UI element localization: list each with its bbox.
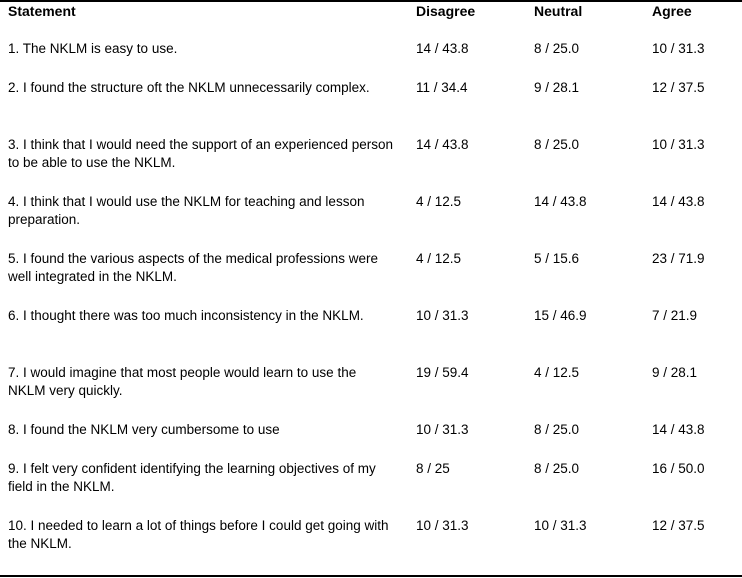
table-row <box>0 133 742 190</box>
agree-cell: 12 / 37.5 <box>652 80 705 95</box>
neutral-cell: 4 / 12.5 <box>534 365 580 380</box>
agree-cell: 10 / 31.3 <box>652 137 705 152</box>
agree-cell: 7 / 21.9 <box>652 308 698 323</box>
agree-cell: 16 / 50.0 <box>652 461 705 476</box>
agree-cell: 14 / 43.8 <box>652 422 705 437</box>
statement-cell: 3. I think that I would need the support of an experienced person to be able to use the NKLM. <box>8 137 394 170</box>
table-row <box>0 361 742 418</box>
disagree-cell: 11 / 34.4 <box>416 80 468 95</box>
agree-cell: 10 / 31.3 <box>652 41 705 56</box>
neutral-cell: 8 / 25.0 <box>534 137 580 152</box>
disagree-cell: 10 / 31.3 <box>416 518 469 533</box>
neutral-cell: 8 / 25.0 <box>534 41 580 56</box>
statement-cell: 7. I would imagine that most people would learn to use the NKLM very quickly. <box>8 365 357 398</box>
table-row <box>0 247 742 304</box>
neutral-cell: 10 / 31.3 <box>534 518 587 533</box>
disagree-cell: 10 / 31.3 <box>416 422 469 437</box>
neutral-cell: 5 / 15.6 <box>534 251 580 266</box>
agree-cell: 14 / 43.8 <box>652 194 705 209</box>
agree-cell: 23 / 71.9 <box>652 251 705 266</box>
header-agree: Agree <box>652 3 692 19</box>
disagree-cell: 8 / 25 <box>416 461 450 476</box>
neutral-cell: 8 / 25.0 <box>534 461 580 476</box>
table-row <box>0 76 742 133</box>
table-row <box>0 304 742 361</box>
statement-cell: 2. I found the structure oft the NKLM unnecessarily complex. <box>8 80 370 95</box>
neutral-cell: 8 / 25.0 <box>534 422 580 437</box>
neutral-cell: 15 / 46.9 <box>534 308 587 323</box>
table-row <box>0 37 742 76</box>
agree-cell: 9 / 28.1 <box>652 365 698 380</box>
agree-cell: 12 / 37.5 <box>652 518 705 533</box>
statement-cell: 5. I found the various aspects of the medical professions were well integrated in the NKLM. <box>8 251 378 284</box>
table-row <box>0 418 742 457</box>
statement-cell: 4. I think that I would use the NKLM for teaching and lesson preparation. <box>8 194 365 227</box>
statement-cell: 9. I felt very confident identifying the learning objectives of my field in the NKLM. <box>8 461 376 494</box>
statement-cell: 1. The NKLM is easy to use. <box>8 41 178 56</box>
table-bottom-rule <box>0 575 742 577</box>
table-header-row <box>0 0 742 37</box>
statement-cell: 8. I found the NKLM very cumbersome to use <box>8 422 280 437</box>
table-row <box>0 190 742 247</box>
disagree-cell: 10 / 31.3 <box>416 308 469 323</box>
disagree-cell: 14 / 43.8 <box>416 137 469 152</box>
statement-cell: 10. I needed to learn a lot of things before I could get going with the NKLM. <box>8 518 389 551</box>
header-disagree: Disagree <box>416 3 476 19</box>
disagree-cell: 14 / 43.8 <box>416 41 469 56</box>
disagree-cell: 4 / 12.5 <box>416 194 462 209</box>
neutral-cell: 14 / 43.8 <box>534 194 587 209</box>
neutral-cell: 9 / 28.1 <box>534 80 580 95</box>
header-neutral: Neutral <box>534 3 583 19</box>
statement-cell: 6. I thought there was too much inconsistency in the NKLM. <box>8 308 364 323</box>
table-row <box>0 457 742 514</box>
disagree-cell: 4 / 12.5 <box>416 251 462 266</box>
table-row <box>0 514 742 571</box>
disagree-cell: 19 / 59.4 <box>416 365 469 380</box>
header-statement: Statement <box>8 3 76 19</box>
